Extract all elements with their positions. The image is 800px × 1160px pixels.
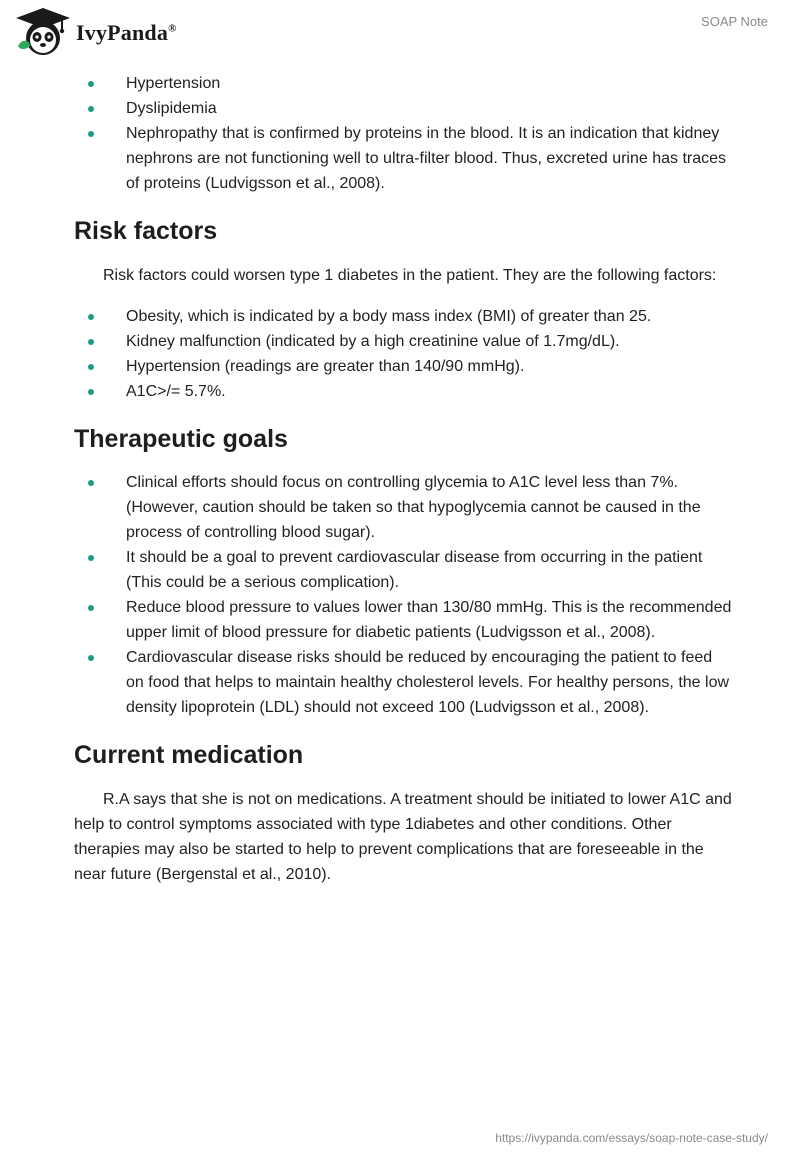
list-item: A1C>/= 5.7%. — [74, 379, 734, 404]
bullet-icon — [88, 339, 94, 345]
list-item: Clinical efforts should focus on controlling glycemia to A1C level less than 7%. (However, caution should be taken so that hypoglycemia cannot be caused in the process of controlling blood sugar). — [74, 470, 734, 545]
complications-list — [74, 71, 734, 196]
bullet-icon — [88, 314, 94, 320]
bullet-icon — [88, 81, 94, 87]
list-item: It should be a goal to prevent cardiovascular disease from occurring in the patient (This could be a serious complication). — [74, 545, 734, 595]
bullet-icon — [88, 106, 94, 112]
document-body — [74, 70, 734, 887]
list-item: Cardiovascular disease risks should be reduced by encouraging the patient to feed on food that helps to maintain healthy cholesterol levels. For healthy persons, the low density lipoprotein (LDL) should not exceed 100 (Ludvigsson et al., 2008). — [74, 645, 734, 720]
list-item: Reduce blood pressure to values lower than 130/80 mmHg. This is the recommended upper limit of blood pressure for diabetic patients (Ludvigsson et al., 2008). — [74, 595, 734, 645]
bullet-icon — [88, 555, 94, 561]
document-label: SOAP Note — [701, 14, 768, 29]
list-item: Hypertension — [74, 71, 734, 96]
bullet-icon — [88, 131, 94, 137]
page-header — [0, 0, 800, 70]
bullet-icon — [88, 605, 94, 611]
bullet-icon — [88, 655, 94, 661]
registered-mark: ® — [168, 22, 177, 35]
list-item: Kidney malfunction (indicated by a high creatinine value of 1.7mg/dL). — [74, 329, 734, 354]
current-medication-body: R.A says that she is not on medications. A treatment should be initiated to lower A1C and help to control symptoms associated with type 1diabetes and other conditions. Other therapies may also be started to help to prevent complications that are foreseeable in the near future (Bergenstal et al., 2010). — [74, 791, 732, 883]
section-heading-risk-factors: Risk factors — [74, 217, 218, 245]
list-item: Obesity, which is indicated by a body mass index (BMI) of greater than 25. — [74, 304, 734, 329]
bullet-icon — [88, 480, 94, 486]
list-item: Hypertension (readings are greater than 140/90 mmHg). — [74, 354, 734, 379]
therapeutic-goals-list — [74, 470, 734, 720]
bullet-icon — [88, 364, 94, 370]
brand-name: IvyPanda® — [76, 20, 177, 45]
panda-graduate-icon — [14, 6, 72, 58]
bullet-icon — [88, 389, 94, 395]
brand-logo[interactable] — [14, 6, 177, 58]
section-heading-therapeutic-goals: Therapeutic goals — [74, 425, 288, 453]
risk-factors-list — [74, 304, 734, 404]
list-item: Dyslipidemia — [74, 96, 734, 121]
section-heading-current-medication: Current medication — [74, 741, 304, 769]
list-item: Nephropathy that is confirmed by proteins in the blood. It is an indication that kidney nephrons are not functioning well to ultra-filter blood. Thus, excreted urine has traces of proteins (Ludvigsson et al., 2008). — [74, 121, 734, 196]
source-url-link[interactable]: https://ivypanda.com/essays/soap-note-case-study/ — [495, 1131, 768, 1145]
risk-factors-intro: Risk factors could worsen type 1 diabetes in the patient. They are the following factors: — [103, 267, 717, 284]
